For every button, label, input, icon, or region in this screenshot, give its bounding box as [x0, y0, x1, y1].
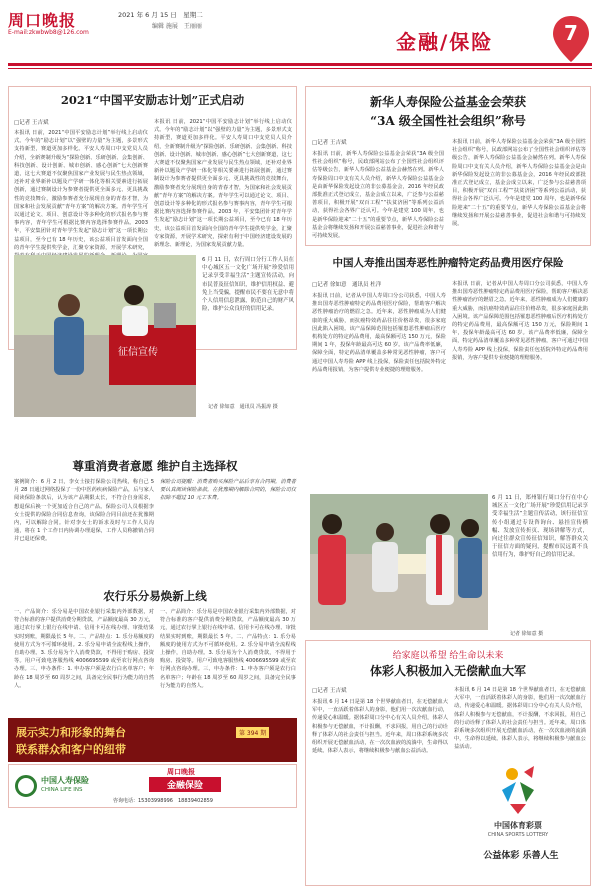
article-abc-title: 农行乐分易焕新上线: [103, 589, 207, 603]
sponsor-name-en: CHINA LIFE INS: [41, 787, 83, 793]
svg-text:征信宣传: 征信宣传: [118, 347, 158, 358]
article-ping-an-body-cont: 本报讯 日前，2021“中国平安励志计划”举行线上启动仪式。今年的“励志计划”以“强壁的力量”为主题，多景形式支持新型，赛道更加多样化。平安人寿周口中支党员人员介绍，全新赛制升级为“探险创新、乐研创新、会集创新、科技创新、设计创新、城市创新、感心创新”七大创新赛道，这七大赛道不仅聚焦国家产业发展与民生热点领域，还补对业界新补以题及产学研一体化等相关要素进行拓展创新，通过赛制设计为参赛者提供更全面多元、更具挑战性的竞技舞台，激励参赛者充分展现自身的青春才智，为国家和社会发展贡献“青年方案”的解决方案。青年学生可以通过论文、项目、创意设计等多种化的形式报名参与赛事内容，青年学生可根据比赛内容选择参赛作品。2003 年，平安集团针对青年学生发起“励志计划”这一项长期公益项目，至今已有 18 年历史，该公益项目首发面向全国的青年学生提供奖学金，汇聚专家资源，开展学术研究，探索有利于中国经济建设发展的新理念、新理论，为国家发展贡献力量。: [154, 119, 292, 249]
article-xinhua-title-2: “3A 级全国性社会组织”称号: [370, 114, 526, 128]
lottery-star-icon: [474, 756, 564, 816]
article-lottery-byline: □记者 王吉斌: [312, 688, 347, 694]
photo-bank-credit: 记者 徐如意 通讯员 冯振涛 摄: [208, 404, 278, 410]
ad-sponsor-box: [8, 764, 297, 808]
header-rule-thin: [8, 68, 592, 69]
article-lottery-body-cont: 本报讯 6 月 14 日是第 18 个世界献血者日，在无偿献血大军中，一直活跃着体彩人的身影，他们用一次次献血行动，传递爱心和温暖。据体彩周口分中心有关人员介绍，体彩人积极参与无偿献血，不计报酬，不求回报，用自己的行动诠释了体彩人的社会责任与担当。近年来，周口体彩系统多次组织开展无偿献血活动，在一次次血液的流淌中，生命得以延续。体彩人表示，将继续积极参与献血公益活动。: [454, 687, 586, 751]
article-consumer-tip: 保险公司提醒：消费者购买保险产品后享有合同期，消费者要认真阅读保险条款，在犹豫期内解除合同的，保险公司仅扣除不超过 10 元工本费。: [160, 479, 296, 502]
lottery-name: 中国体育彩票: [494, 821, 542, 830]
lottery-logo: [474, 756, 564, 816]
masthead-email: E-mail:zkwbwb8@126.com: [8, 29, 89, 36]
article-lottery-title: 体彩人积极加入无偿献血大军: [369, 664, 526, 678]
article-consumer-body: 案例简介：6 月 2 日，李女士接打保险公司热线，称自己 5 月 28 日通过网络投保了一份中医药疾病保险产品，后与家人阅读保险条款后，认为该产品期限太长，不符合自身需求，想退保后换一个更加适合自己的产品。保险公司人员根据李女士提供的保险合同信息查询，该保险合同目前还在犹豫期内，可以解除合同。针对李女士的诉求及时与工作人员沟通，将在 1 个工作日内协调办理退保，工作人员称撤销合同并已退还保费。: [14, 479, 154, 543]
photo-bank-caption: 6 月 11 日，农行周口分行工作人员在中心城区五一文化广场开展“珍爱信用记录享受幸福生活”主题宣传活动，向市民普及征信知识，维护信用权益、避免上当受骗，提醒市民不要在无意中将个人信用信息泄露，防范自己的财产风险，维护公众良好的信用记录。: [202, 257, 294, 313]
header-rule: [8, 63, 592, 66]
page-number-badge: [550, 14, 592, 64]
photo-bank-outreach: [14, 255, 196, 417]
ad-brand: 周口晚报: [167, 768, 195, 776]
issue-date: 2021 年 6 月 15 日 星期二: [118, 11, 203, 19]
photo-zhengzhou-credit: 记者 徐如意 摄: [510, 631, 544, 637]
article-lottery-body: 本报讯 6 月 14 日是第 18 个世界献血者日，在无偿献血大军中，一直活跃着体彩人的身影，他们用一次次献血行动，传递爱心和温暖。据体彩周口分中心有关人员介绍，体彩人积极参与无偿献血，不计报酬，不求回报，用自己的行动诠释了体彩人的社会责任与担当。近年来，周口体彩系统多次组织开展无偿献血活动，在一次次血液的流淌中，生命得以延续。体彩人表示，将继续积极参与献血公益活动。: [312, 699, 448, 755]
ad-column: 金融保险: [149, 777, 221, 792]
editors-line: 编辑 施展 王丽丽: [152, 23, 202, 30]
photo-zhengzhou-caption: 6 月 11 日，郑州银行周口分行在中心城区五一文化广场开展“珍爱信用记录享受幸福生活”主题宣传活动，该行征信宣传小组通过专设咨询台、悬挂宣传横幅、发放宣传折页、现场讲解等方式，向过往群众宣传征信知识，解答群众关于征信方面的疑问，提醒市民远离不良信用行为，维护好自己的信用记录。: [492, 495, 588, 559]
article-xinhua-byline: □记者 王吉斌: [312, 140, 347, 146]
ad-line1: 展示实力和形象的舞台: [16, 726, 126, 739]
page-number: 7: [564, 21, 578, 45]
lottery-slogan: 公益体彩 乐善人生: [483, 851, 559, 861]
photo-zhengzhou-bank-outreach: [310, 494, 488, 630]
article-xinhua-title-1: 新华人寿保险公益基金会荣获: [369, 95, 526, 109]
article-ping-an-body: 本报讯 日前，2021“中国平安励志计划”举行线上启动仪式。今年的“励志计划”以“强壁的力量”为主题，多景形式支持新型，赛道更加多样化。平安人寿周口中支党员人员介绍，全新赛制升级为“探险创新、乐研创新、会集创新、科技创新、设计创新、城市创新、感心创新”七大创新赛道，这七大赛道不仅聚焦国家产业发展与民生热点领域，还补对业界新补以题及产学研一体化等相关要素进行拓展创新，通过赛制设计为参赛者提供更全面多元、更具挑战性的竞技舞台，激励参赛者充分展现自身的青春才智，为国家和社会发展贡献“青年方案”的解决方案。青年学生可以通过论文、项目、创意设计等多种化的形式报名参与赛事内容，青年学生可根据比赛内容选择参赛作品。2003 年，平安集团针对青年学生发起“励志计划”这一项长期公益项目，至今已有 18 年历史，该公益项目首发面向全国的青年学生提供奖学金，汇聚专家资源，开展学术研究，: [14, 130, 148, 251]
article-abc-body: 一、产品简介：乐分易是中国农业银行采集内外部数据，对符合标准的客户提供消费分期贷款，产品额度最高 30 万元，通过农行掌上银行在线申请、信用卡可在线办理、审批结果实时到账，期限最长 5 年。二、产品特点：1. 乐分易额度的使用方式为不可循环使用。2. 乐分易申请全流程线上操作，自助办理。3. 乐分易为个人消费贷款，不得用于购房、投资等。用户可致电客服热线 4006695599 或至农行网点咨询办理。三、申办条件：1. 申办客户须是农行白名单客户；年龄在 18 周岁至 60 周岁之间，具备完全民事行为能力的自然人。: [14, 609, 154, 689]
lottery-name-en: CHINA SPORTS LOTTERY: [487, 832, 549, 838]
article-abc-body-cont: 一、产品简介：乐分易是中国农业银行采集内外部数据，对符合标准的客户提供消费分期贷款，产品额度最高 30 万元，通过农行掌上银行在线申请、信用卡可在线办理、审批结果实时到账，期限最长 5 年。二、产品特点：1. 乐分易额度的使用方式为不可循环使用。2. 乐分易申请全流程线上操作，自助办理。3. 乐分易为个人消费贷款，不得用于购房、投资等。用户可致电客服热线 4006695599 或至农行网点咨询办理。三、申办条件：1. 申办客户须是农行白名单客户；年龄在 18 周岁至 60 周岁之间，具备完全民事行为能力的自然人。: [160, 609, 296, 689]
ad-line2: 联系群众和客户的纽带: [16, 743, 126, 756]
article-xinhua-body: 本报讯 日前，新华人寿保险公益基金会荣获“3A 级全国性社会组织”称号，民政部网站公布了全国性社会组织评估等级公告，新华人寿保险公益基金会赫然在列。新华人寿保险周口中支有关人员介绍，新华人寿保险公益基金会是由新华保险发起设立的非公募基金会，2016 年经民政部批准正式登记成立，基金会成立以来，广泛参与公益慈善项目，积极开展“双百工程”“扶贫济困”等系列公益活动，获得社会各界广泛认可。今年是建党 100 周年，也是新华保险迎来“二十五”的重要节点，新华人寿保险公益基金会将继续发扬和开展公益慈善事业，促进社会和谐与可持续发展。: [312, 151, 444, 240]
section-title: 金融/保险: [396, 30, 494, 54]
article-china-life-title: 中国人寿推出国寿恶性肿瘤特定药品费用医疗保险: [332, 257, 564, 269]
article-china-life-byline: □记者 徐如意 通讯员 杜洋: [312, 282, 382, 288]
article-ping-an-title: 2021“中国平安励志计划”正式启动: [60, 93, 245, 107]
article-china-life-body-cont: 本报讯 日前，记者从中国人寿周口分公司获悉，中国人寿推出国寿恶性肿瘤特定药品费用医疗保险，帮助客户解决恶性肿瘤治疗的燃眉之急。近年来，恶性肿瘤成为人们健康的重大威胁，而抗癌特效药品往往价格昂贵，很多家庭因此陷入困境。该产品保障范围包括罹患恶性肿瘤后医疗机构处方的特定药品费用，最高保额可达 150 万元，保险期间 1 年，投保年龄最高可达 60 岁。该产品费率低廉，保障全面，特定药品清单覆盖多种常见恶性肿瘤，客户可通过中国人寿寿险 APP 线上投保，保险责任包括院外特定药品费用报销，为客户提供专业便捷的理赔服务。: [452, 281, 588, 361]
sponsor-name: 中国人寿保险: [41, 776, 89, 785]
ad-issue: 第 394 期: [236, 727, 269, 738]
article-china-life-body: 本报讯 日前，记者从中国人寿周口分公司获悉，中国人寿推出国寿恶性肿瘤特定药品费用医疗保险，帮助客户解决恶性肿瘤治疗的燃眉之急。近年来，恶性肿瘤成为人们健康的重大威胁，而抗癌特效药品往往价格昂贵，很多家庭因此陷入困境。该产品保障范围包括罹患恶性肿瘤后医疗机构处方的特定药品费用，最高保额可达 150 万元，保险期间 1 年，投保年龄最高可达 60 岁。该产品费率低廉，保障全面，特定药品清单覆盖多种常见恶性肿瘤，客户可通过中国人寿寿险 APP 线上投保，保险责任包括院外特定药品费用报销，为客户提供专业便捷的理赔服务。: [312, 293, 446, 373]
ad-phone: 咨询电话：15303998996 18839402859: [113, 798, 213, 804]
ad-banner: [8, 718, 297, 762]
article-lottery-slogan: 给家庭以希望 给生命以未来: [392, 651, 504, 661]
article-xinhua-body-cont: 本报讯 日前，新华人寿保险公益基金会荣获“3A 级全国性社会组织”称号，民政部网站公布了全国性社会组织评估等级公告，新华人寿保险公益基金会赫然在列。新华人寿保险周口中支有关人员介绍，新华人寿保险公益基金会是由新华保险发起设立的非公募基金会，2016 年经民政部批准正式登记成立，基金会成立以来，广泛参与公益慈善项目，积极开展“双百工程”“扶贫济困”等系列公益活动，获得社会各界广泛认可。今年是建党 100 周年，也是新华保险迎来“二十五”的重要节点，新华人寿保险公益基金会将继续发扬和开展公益慈善事业，促进社会和谐与可持续发展。: [452, 139, 586, 228]
article-consumer-title: 尊重消费者意愿 维护自主选择权: [72, 459, 238, 473]
newspaper-logo: 周口晚报: [8, 11, 77, 30]
article-ping-an-byline: □记者 王吉斌: [14, 120, 49, 126]
china-life-logo-icon: [15, 775, 37, 797]
